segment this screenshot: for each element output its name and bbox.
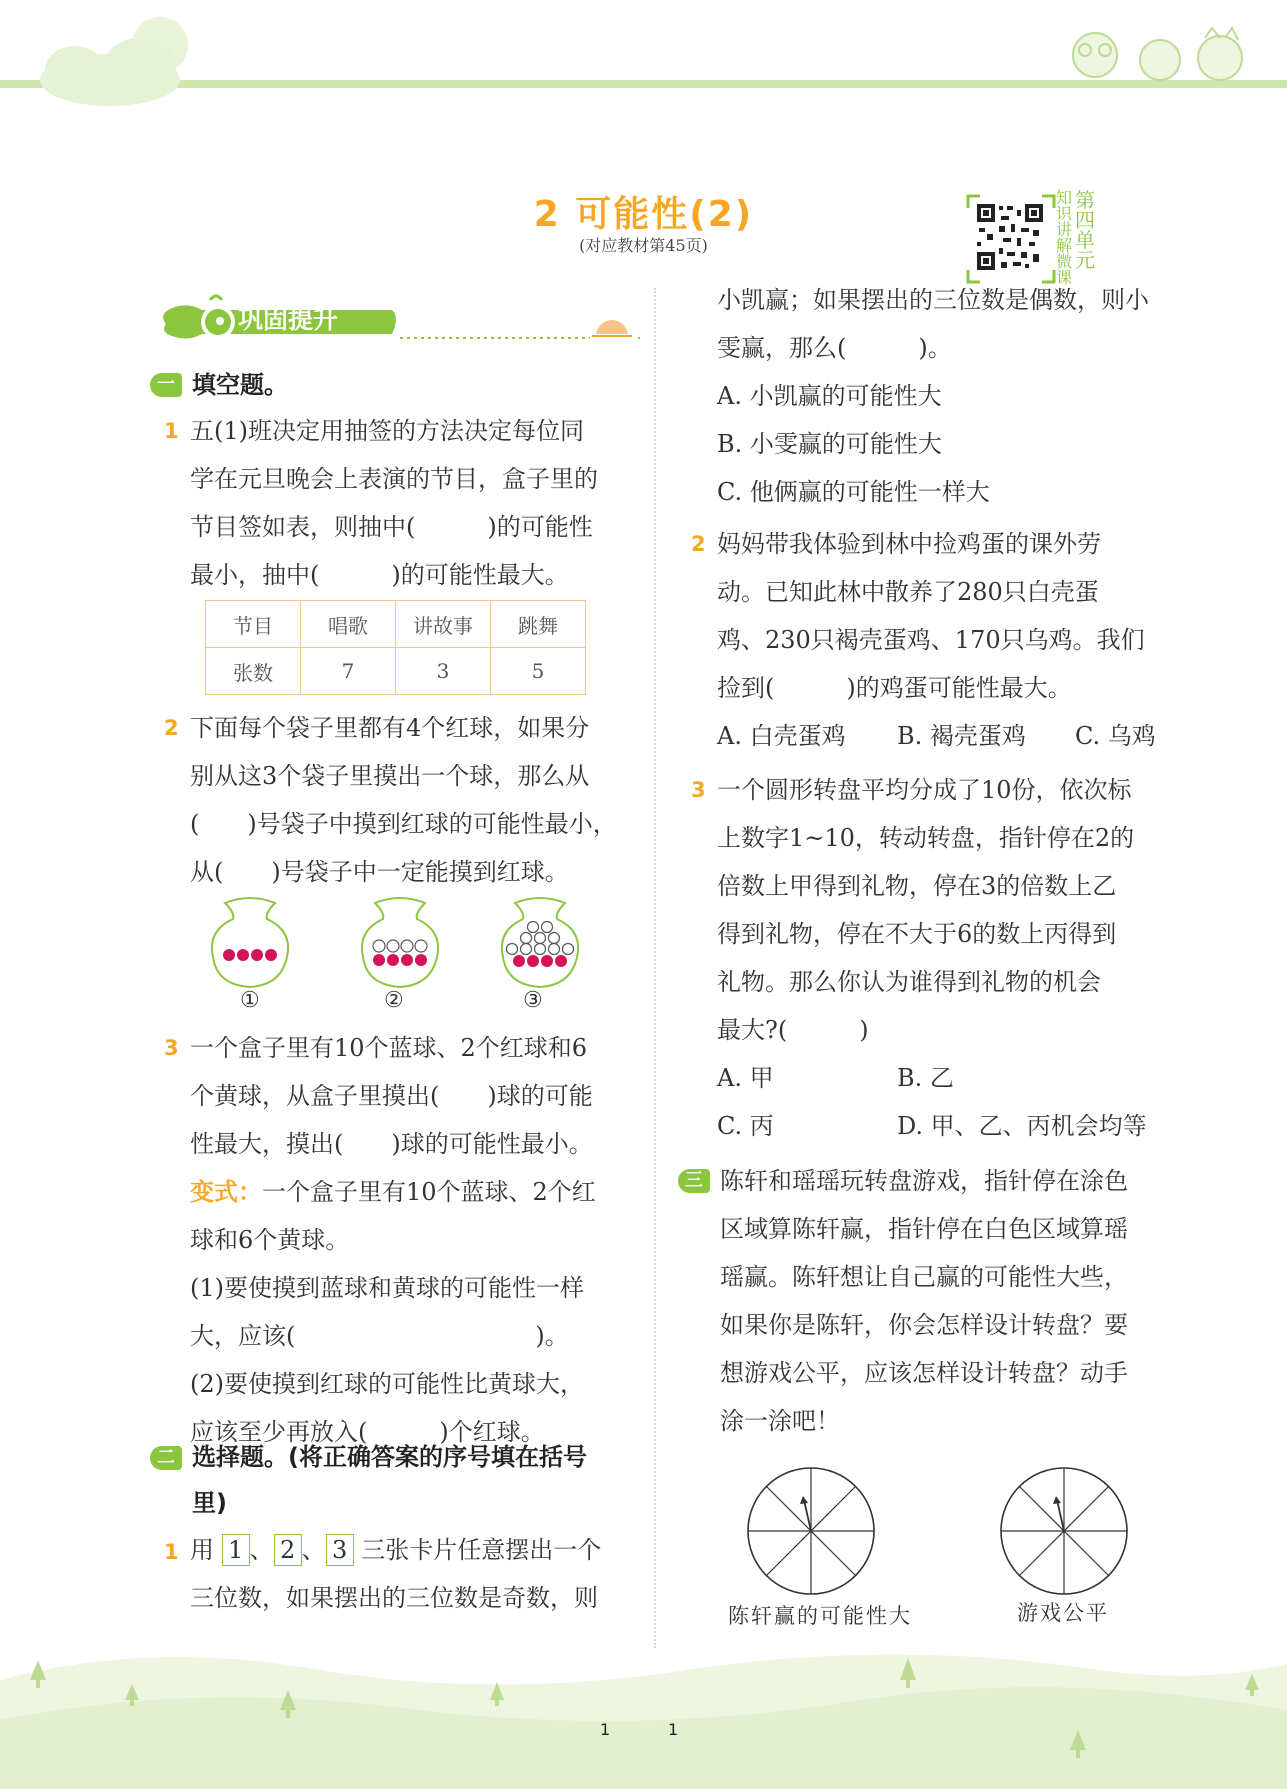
s2-q1-number: 1 — [164, 1540, 179, 1564]
text-line: 得到礼物，停在不大于6的数上丙得到 — [717, 920, 1117, 948]
banner-label: 巩固提升 — [238, 305, 339, 334]
cartoon-animals-icon — [1073, 28, 1242, 80]
option: A. 甲 — [717, 1064, 774, 1092]
text-line: (2)要使摸到红球的可能性比黄球大， — [190, 1370, 584, 1398]
text-line: 三位数，如果摆出的三位数是奇数，则 — [190, 1584, 598, 1612]
variant-line — [190, 1168, 596, 1216]
text-line: 涂一涂吧！ — [720, 1407, 840, 1435]
text-line: 球和6个黄球。 — [190, 1226, 350, 1254]
page-number: 1 — [600, 1720, 611, 1739]
text-line: 捡到( )的鸡蛋可能性最大。 — [717, 674, 1072, 702]
section1-title: 填空题。 — [192, 371, 288, 399]
option: B. 褐壳蛋鸡 — [897, 722, 1026, 750]
qr-label-right: 第四单元 — [1075, 188, 1095, 272]
text-line: 从( )号袋子中一定能摸到红球。 — [190, 858, 569, 886]
text-line: 大，应该( )。 — [190, 1322, 569, 1350]
text-line: 性最大，摸出( )球的可能性最小。 — [190, 1130, 593, 1158]
bag-3 — [502, 898, 578, 987]
option-row — [717, 1054, 1147, 1102]
text-line: 区域算陈轩赢，指针停在白色区域算瑶 — [720, 1215, 1128, 1243]
s1-q2-text — [190, 704, 617, 896]
section2-title-line: 里) — [192, 1489, 227, 1517]
page-title: 2 可能性(2) — [533, 194, 754, 235]
s1-q3-number: 3 — [164, 1036, 179, 1060]
option: A. 小凯赢的可能性大 — [717, 382, 942, 410]
program-table — [205, 600, 586, 695]
text-line: 下面每个袋子里都有4个红球，如果分 — [190, 714, 590, 742]
text-line: 如果你是陈轩，你会怎样设计转盘？要 — [720, 1311, 1128, 1339]
option: D. 甲、乙、丙机会均等 — [897, 1112, 1147, 1140]
text-line: 别从这3个袋子里摸出一个球，那么从 — [190, 762, 590, 790]
banner-dotted-line — [400, 310, 640, 340]
section3-badge: 三 — [678, 1169, 710, 1193]
spinner-2-label: 游戏公平 — [1017, 1601, 1109, 1625]
option: C. 他俩赢的可能性一样大 — [717, 478, 990, 506]
section2-badge: 二 — [150, 1446, 182, 1470]
option: C. 乌鸡 — [1075, 722, 1156, 750]
qr-label-left: 知识讲解微课 — [1056, 188, 1073, 287]
table-header-cell: 节目 — [206, 601, 301, 648]
cloud-sun-icon — [40, 17, 188, 106]
text-line: (1)要使摸到蓝球和黄球的可能性一样 — [190, 1274, 584, 1302]
number-card: 2 — [274, 1534, 302, 1566]
table-cell: 3 — [396, 648, 491, 695]
text-segment: 三张卡片任意摆出一个 — [361, 1536, 602, 1564]
bag-1 — [212, 898, 288, 987]
s1-q3-text — [190, 1024, 596, 1456]
s2-q2-number: 2 — [691, 532, 706, 556]
option: B. 乙 — [897, 1064, 954, 1092]
text-line: 鸡、230只褐壳蛋鸡、170只乌鸡。我们 — [717, 626, 1145, 654]
table-header-cell: 讲故事 — [396, 601, 491, 648]
table-cell: 7 — [301, 648, 396, 695]
number-card: 1 — [222, 1534, 250, 1566]
spinner-1-label: 陈轩赢的可能性大 — [728, 1604, 912, 1628]
option: C. 丙 — [717, 1112, 774, 1140]
s2-q3-text — [717, 766, 1147, 1150]
qr-frame — [966, 194, 1056, 284]
spinner-2[interactable] — [997, 1464, 1131, 1598]
text-line: 最大?( ) — [717, 1016, 869, 1044]
table-row — [206, 648, 586, 695]
s1-q2-number: 2 — [164, 716, 179, 740]
option: A. 白壳蛋鸡 — [717, 722, 846, 750]
page-subtitle: (对应教材第45页) — [579, 236, 708, 255]
bag-label-2: ② — [384, 988, 404, 1013]
text-line: 个黄球，从盒子里摸出( )球的可能 — [190, 1082, 593, 1110]
s1-q1-text — [190, 407, 598, 599]
text-line: 小凯赢；如果摆出的三位数是偶数，则小 — [717, 286, 1149, 314]
number-card: 3 — [326, 1534, 354, 1566]
section1-badge: 一 — [150, 373, 182, 397]
separator: 、 — [301, 1536, 326, 1564]
column-divider — [654, 288, 656, 1648]
text-line: 一个盒子里有10个蓝球、2个红球和6 — [190, 1034, 588, 1062]
text-line: ( )号袋子中摸到红球的可能性最小， — [190, 810, 617, 838]
spinner-1[interactable] — [744, 1464, 878, 1598]
text-line: 动。已知此林中散养了280只白壳蛋 — [717, 578, 1099, 606]
text-line: 瑶赢。陈轩想让自己赢的可能性大些， — [720, 1263, 1128, 1291]
text-line: 节目签如表，则抽中( )的可能性 — [190, 513, 593, 541]
s2-q3-number: 3 — [691, 778, 706, 802]
text-line: 陈轩和瑶瑶玩转盘游戏，指针停在涂色 — [720, 1167, 1128, 1195]
text-line: 五(1)班决定用抽签的方法决定每位同 — [190, 417, 584, 445]
s2-q2-text — [717, 520, 1156, 760]
page-number: 1 — [668, 1720, 679, 1739]
table-header-row — [206, 601, 586, 648]
footer-hills — [0, 1640, 1287, 1789]
table-cell: 5 — [491, 648, 586, 695]
section3-text — [720, 1157, 1128, 1445]
text-line: 倍数上甲得到礼物，停在3的倍数上乙 — [717, 872, 1117, 900]
text-line: 妈妈带我体验到林中捡鸡蛋的课外劳 — [717, 530, 1101, 558]
variant-label: 变式： — [190, 1178, 262, 1206]
table-header-cell: 唱歌 — [301, 601, 396, 648]
text-line: 雯赢，那么( )。 — [717, 334, 952, 362]
ball-bags-illustration — [205, 895, 585, 995]
bag-2 — [362, 898, 438, 987]
option: B. 小雯赢的可能性大 — [717, 430, 942, 458]
bag-label-3: ③ — [523, 988, 543, 1013]
s1-q1-number: 1 — [164, 419, 179, 443]
bag-label-1: ① — [240, 988, 260, 1013]
section2-title-line: 选择题。(将正确答案的序号填在括号 — [192, 1443, 587, 1471]
text-line: 礼物。那么你认为谁得到礼物的机会 — [717, 968, 1101, 996]
table-header-cell: 跳舞 — [491, 601, 586, 648]
s2-q1-continued — [717, 276, 1149, 516]
text-line: 一个圆形转盘平均分成了10份，依次标 — [717, 776, 1132, 804]
s2-q1-text — [190, 1526, 601, 1622]
text-line: 学在元旦晚会上表演的节目，盒子里的 — [190, 465, 598, 493]
card-line — [190, 1526, 601, 1574]
separator: 、 — [249, 1536, 274, 1564]
text-line: 上数字1~10，转动转盘，指针停在2的 — [717, 824, 1135, 852]
text-line: 一个盒子里有10个蓝球、2个红 — [262, 1178, 596, 1206]
page-numbers — [600, 1720, 678, 1739]
text-line: 应该至少再放入( )个红球。 — [190, 1418, 545, 1446]
table-cell: 张数 — [206, 648, 301, 695]
option-row — [717, 712, 1156, 760]
option-row — [717, 1102, 1147, 1150]
section2-title — [192, 1434, 587, 1526]
text-line: 想游戏公平，应该怎样设计转盘？动手 — [720, 1359, 1128, 1387]
text-line: 最小，抽中( )的可能性最大。 — [190, 561, 569, 589]
header-decoration — [0, 0, 1287, 110]
text-segment: 用 — [190, 1536, 214, 1564]
